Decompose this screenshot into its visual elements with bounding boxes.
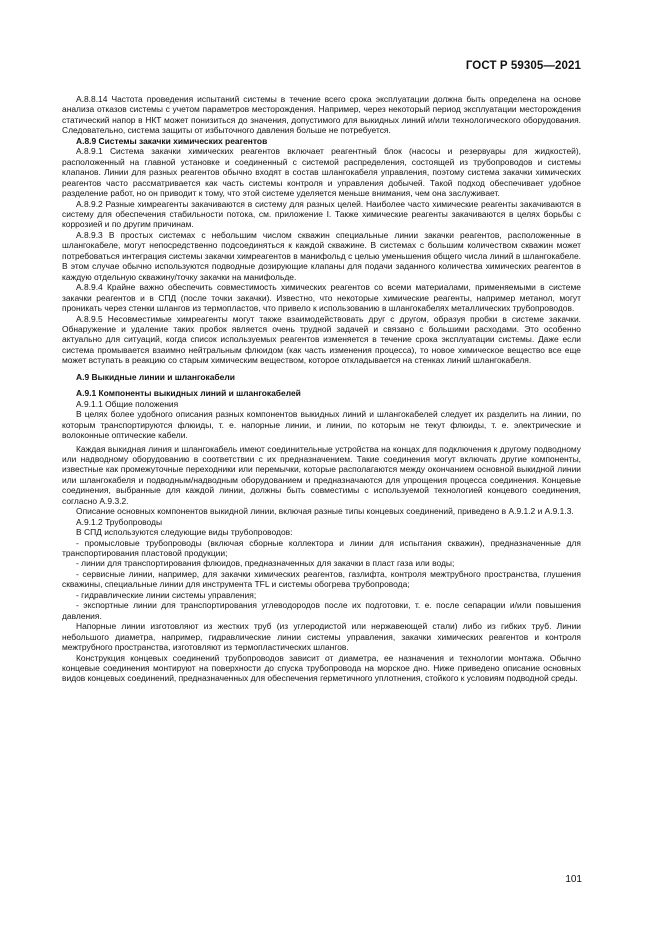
document-body: [62, 94, 581, 684]
paragraph: А.9.1.1 Общие положения: [76, 398, 179, 409]
section-heading: А.9 Выкидные линии и шлангокабели: [76, 371, 235, 382]
paragraph: А.8.9.3 В простых системах с небольшим числом скважин специальные линии закачки реагентов, расположенные в шлангокабеле, могут непосредственно подсоединяться к каждой скважине. В системах с большим количеством скважин может потребоваться интеграция системы закачки химреагентов в манифольд с целью уменьшения общего числа линий в шлангокабеле. В этом случае обычно используются подводные дозирующие клапаны для подачи заданного количества химических реагентов в каждую отдельную скважину/точку закачки на манифольде.: [62, 229, 581, 282]
paragraph: А.8.8.14 Частота проведения испытаний системы в течение всего срока эксплуатации должна быть определена на основе анализа отказов системы с учетом параметров месторождения. Например, через некоторый период эксплуатации месторождения статический напор в НКТ может понизиться до значения, допустимого для выкидных линий и/или технологического оборудования. Следовательно, система защиты от избыточного давления больше не потребуется.: [62, 94, 581, 136]
paragraph: - экспортные линии для транспортирования углеводородов после их подготовки, т. е. после сепарации и/или повышения давления.: [62, 600, 581, 621]
paragraph: - сервисные линии, например, для закачки химических реагентов, газлифта, контроля межтрубного пространства, глушения скважины, специальные линии для инструмента TFL и системы обогрева трубопровода;: [62, 568, 581, 590]
paragraph: - линии для транспортирования флюидов, предназначенных для закачки в пласт газа или воды;: [76, 558, 455, 569]
paragraph: Описание основных компонентов выкидной линии, включая разные типы концевых соединений, приведено в А.9.1.2 и А.9.1.3.: [76, 506, 574, 517]
paragraph: А.8.9.4 Крайне важно обеспечить совместимость химических реагентов со всеми материалами, применяемыми в системе закачки реагентов и в СПД (после точки закачки). Известно, что некоторые химические реагенты, например метанол, могут проникать через стенки шлангов из термопластов, что привело к использованию в шлангокабелях металлических трубопроводов.: [62, 282, 581, 314]
paragraph: А.8.9.5 Несовместимые химреагенты могут также взаимодействовать друг с другом, образуя пробки в системе закачки. Обнаружение и удаление таких пробок является очень трудной задачей и связано с большими расходами. Это особенно актуально для ситуаций, когда список используемых реагентов изменяется в течение срока эксплуатации системы. Даже если система промывается взаимно нейтральным флюидом (как часть изменения процесса), то новое химическое вещество все еще может вступать в реакцию со старым химическим веществом, которое откладывается на стенках линий шлангокабеля.: [62, 313, 581, 366]
section-heading: А.9.1 Компоненты выкидных линий и шлангокабелей: [76, 388, 301, 399]
paragraph: Каждая выкидная линия и шлангокабель имеют соединительные устройства на концах для подключения к другому подводному или надводному оборудованию в соответствии с их предназначением. Такие соединения могут включать другие компоненты, известные как промежуточные переходники или перемычки, которые располагаются между окончанием основной выкидной линии или шлангокабеля и подводным/надводным оборудованием и предназначаются для упрощения процесса соединения. Концевые соединения, выбранные для каждой линии, должны быть совместимы с используемой технологией концевого соединения, согласно А.9.3.2.: [62, 443, 581, 506]
paragraph: - промысловые трубопроводы (включая сборные коллектора и линии для испытания скважин), предназначенные для транспортирования пластовой продукции;: [62, 537, 581, 559]
paragraph: А.8.9.2 Разные химреагенты закачиваются в систему для разных целей. Наиболее часто химические реагенты закачиваются в систему для обеспечения стабильности потока, см. приложение I. Также химические реагенты закачиваются в целях борьбы с коррозией и по другим причинам.: [62, 198, 581, 230]
paragraph: - гидравлические линии системы управления;: [76, 589, 257, 600]
paragraph: А.8.9.1 Система закачки химических реагентов включает реагентный блок (насосы и резервуары для жидкостей), расположенный на главной установке и соединенный с системой распределения, состоящей из трубопроводов и системы клапанов. Линии для разных реагентов обычно входят в состав шлангокабеля управления, поэтому система закачки химических реагентов часто рассматривается как часть системы контроля и управления добычей. Такой подход обеспечивает удобное разделение работ, но он приводит к тому, что этой системе уделяется меньше внимания, чем она заслуживает.: [62, 146, 581, 199]
paragraph: В СПД используются следующие виды трубопроводов:: [76, 527, 293, 538]
section-heading: А.8.9 Системы закачки химических реагентов: [76, 135, 268, 146]
paragraph: Напорные линии изготовляют из жестких труб (из углеродистой или нержавеющей стали) либо из гибких труб. Линии небольшого диаметра, например, гидравлические линии системы управления, закачки химических реагентов и контроля межтрубного пространства, изготовляют из термопластических шлангов.: [62, 621, 581, 653]
paragraph: Конструкция концевых соединений трубопроводов зависит от диаметра, ее назначения и технологии монтажа. Обычно концевые соединения монтируют на поверхности до спуска трубопровода на морское дно. Ниже приведено описание основных видов концевых соединений, предназначенных для обеспечения герметичного уплотнения, стойкого к условиям подводной среды.: [62, 652, 581, 684]
paragraph: А.9.1.2 Трубопроводы: [76, 516, 163, 527]
standard-header: ГОСТ Р 59305—2021: [465, 60, 581, 72]
page-number: 101: [565, 874, 582, 885]
paragraph: В целях более удобного описания разных компонентов выкидных линий и шлангокабелей следует их разделить на линии, по которым транспортируются флюиды, т. е. напорные линии, и линии, по которым не текут флюиды, т. е. электрические и волоконные оптические кабели.: [62, 409, 581, 441]
